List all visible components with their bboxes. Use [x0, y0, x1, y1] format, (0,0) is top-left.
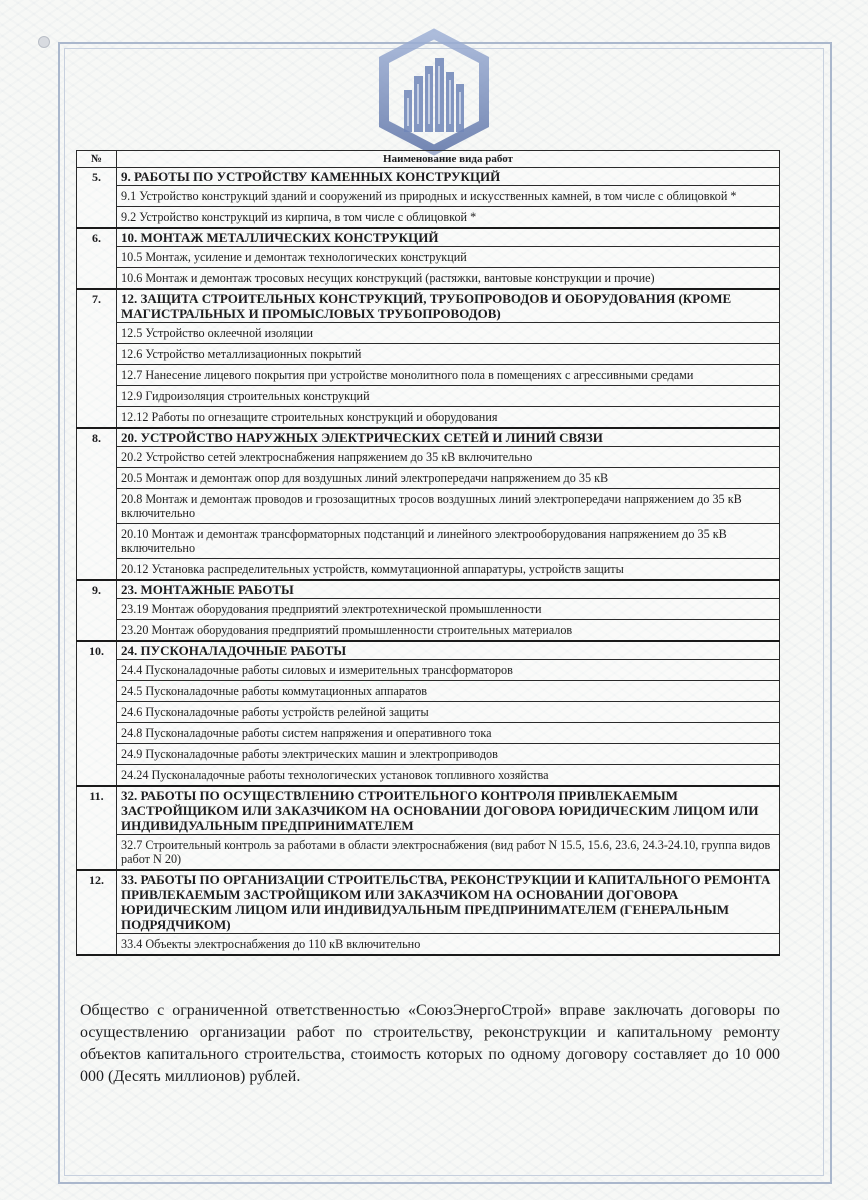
work-item: 24.5 Пусконаладочные работы коммутационных аппаратов: [117, 681, 779, 702]
work-item: 24.8 Пусконаладочные работы систем напряжения и оперативного тока: [117, 723, 779, 744]
work-item: 24.24 Пусконаладочные работы технологических установок топливного хозяйства: [121, 768, 549, 782]
work-item: 20.2 Устройство сетей электроснабжения напряжением до 35 кВ включительно: [117, 447, 779, 468]
table-row: [77, 870, 780, 955]
work-item: 20.5 Монтаж и демонтаж опор для воздушных линий электропередачи напряжением до 35 кВ: [117, 468, 779, 489]
row-number: 6.: [77, 228, 117, 289]
work-group-title: 20. УСТРОЙСТВО НАРУЖНЫХ ЭЛЕКТРИЧЕСКИХ СЕТЕЙ И ЛИНИЙ СВЯЗИ: [117, 429, 779, 447]
work-group-title: 32. РАБОТЫ ПО ОСУЩЕСТВЛЕНИЮ СТРОИТЕЛЬНОГО КОНТРОЛЯ ПРИВЛЕКАЕМЫМ ЗАСТРОЙЩИКОМ ИЛИ ЗАКАЗЧИКОМ НА ОСНОВАНИИ ДОГОВОРА ЮРИДИЧЕСКИМ ЛИЦОМ ИЛИ ИНДИВИДУАЛЬНЫМ ПРЕДПРИНИМАТЕЛЕМ: [117, 787, 779, 835]
work-item: 10.5 Монтаж, усиление и демонтаж технологических конструкций: [117, 247, 779, 268]
work-group-cell: [117, 641, 780, 786]
table-row: [77, 580, 780, 641]
table-header-row: [77, 151, 780, 168]
table-row: [77, 168, 780, 229]
table-row: [77, 289, 780, 428]
work-item: 12.12 Работы по огнезащите строительных конструкций и оборудования: [121, 410, 498, 424]
punch-hole: [38, 36, 50, 48]
work-item: 24.9 Пусконаладочные работы электрических машин и электроприводов: [117, 744, 779, 765]
work-item: 33.4 Объекты электроснабжения до 110 кВ включительно: [121, 937, 421, 951]
work-item: 10.6 Монтаж и демонтаж тросовых несущих конструкций (растяжки, вантовые конструкции и прочие): [121, 271, 655, 285]
work-item: 9.1 Устройство конструкций зданий и сооружений из природных и искусственных камней, в том числе с облицовкой *: [117, 186, 779, 207]
work-item: 24.6 Пусконаладочные работы устройств релейной защиты: [117, 702, 779, 723]
work-group-cell: [117, 428, 780, 580]
work-group-cell: [117, 289, 780, 428]
work-item: 12.6 Устройство металлизационных покрытий: [117, 344, 779, 365]
row-number: 7.: [77, 289, 117, 428]
row-number: 8.: [77, 428, 117, 580]
work-item: 24.4 Пусконаладочные работы силовых и измерительных трансформаторов: [117, 660, 779, 681]
work-group-cell: [117, 870, 780, 955]
work-group-title: 33. РАБОТЫ ПО ОРГАНИЗАЦИИ СТРОИТЕЛЬСТВА, РЕКОНСТРУКЦИИ И КАПИТАЛЬНОГО РЕМОНТА ПРИВЛЕКАЕМЫМ ЗАСТРОЙЩИКОМ ИЛИ ЗАКАЗЧИКОМ НА ОСНОВАНИИ ДОГОВОРА ЮРИДИЧЕСКИМ ЛИЦОМ ИЛИ ИНДИВИДУАЛЬНЫМ ПРЕДПРИНИМАТЕЛЕМ (ГЕНЕРАЛЬНЫМ ПОДРЯДЧИКОМ): [117, 871, 779, 934]
row-number: 5.: [77, 168, 117, 229]
work-group-title: 10. МОНТАЖ МЕТАЛЛИЧЕСКИХ КОНСТРУКЦИЙ: [117, 229, 779, 247]
row-number: 11.: [77, 786, 117, 870]
table-row: [77, 641, 780, 786]
row-number: 9.: [77, 580, 117, 641]
work-item: 12.9 Гидроизоляция строительных конструкций: [117, 386, 779, 407]
work-item: 12.5 Устройство оклеечной изоляции: [117, 323, 779, 344]
work-item: 12.7 Нанесение лицевого покрытия при устройстве монолитного пола в помещениях с агрессивными средами: [117, 365, 779, 386]
table-row: [77, 228, 780, 289]
work-group-cell: [117, 580, 780, 641]
work-item: 32.7 Строительный контроль за работами в области электроснабжения (вид работ N 15.5, 15.6, 23.6, 24.3-24.10, группа видов работ N 20): [121, 838, 771, 866]
header-num: №: [77, 151, 117, 168]
works-table-body: [77, 168, 780, 956]
table-row: [77, 428, 780, 580]
header-name: Наименование вида работ: [117, 151, 780, 168]
work-group-title: 23. МОНТАЖНЫЕ РАБОТЫ: [117, 581, 779, 599]
work-item: 20.10 Монтаж и демонтаж трансформаторных подстанций и линейного электрооборудования напряжением до 35 кВ включительно: [117, 524, 779, 559]
license-statement: Общество с ограниченной ответственностью «СоюзЭнергоСтрой» вправе заключать договоры по осуществлению организации работ по строительству, реконструкции и капитальному ремонту объектов капитального строительства, стоимость которых по одному договору составляет до 10 000 000 (Десять миллионов) рублей.: [80, 1002, 780, 1085]
work-item: 9.2 Устройство конструкций из кирпича, в том числе с облицовкой *: [121, 210, 477, 224]
works-table: [76, 150, 780, 956]
work-item: 23.20 Монтаж оборудования предприятий промышленности строительных материалов: [121, 623, 573, 637]
work-item: 20.8 Монтаж и демонтаж проводов и грозозащитных тросов воздушных линий электропередачи напряжением до 35 кВ включительно: [117, 489, 779, 524]
work-group-cell: [117, 168, 780, 229]
table-row: [77, 786, 780, 870]
row-number: 12.: [77, 870, 117, 955]
work-group-title: 9. РАБОТЫ ПО УСТРОЙСТВУ КАМЕННЫХ КОНСТРУКЦИЙ: [117, 168, 779, 186]
work-group-cell: [117, 228, 780, 289]
work-item: 23.19 Монтаж оборудования предприятий электротехнической промышленности: [117, 599, 779, 620]
city-skyline-emblem: [374, 28, 494, 158]
row-number: 10.: [77, 641, 117, 786]
work-group-cell: [117, 786, 780, 870]
work-group-title: 24. ПУСКОНАЛАДОЧНЫЕ РАБОТЫ: [117, 642, 779, 660]
work-item: 20.12 Установка распределительных устройств, коммутационной аппаратуры, устройств защиты: [121, 562, 624, 576]
work-group-title: 12. ЗАЩИТА СТРОИТЕЛЬНЫХ КОНСТРУКЦИЙ, ТРУБОПРОВОДОВ И ОБОРУДОВАНИЯ (КРОМЕ МАГИСТРАЛЬНЫХ И ПРОМЫСЛОВЫХ ТРУБОПРОВОДОВ): [117, 290, 779, 323]
